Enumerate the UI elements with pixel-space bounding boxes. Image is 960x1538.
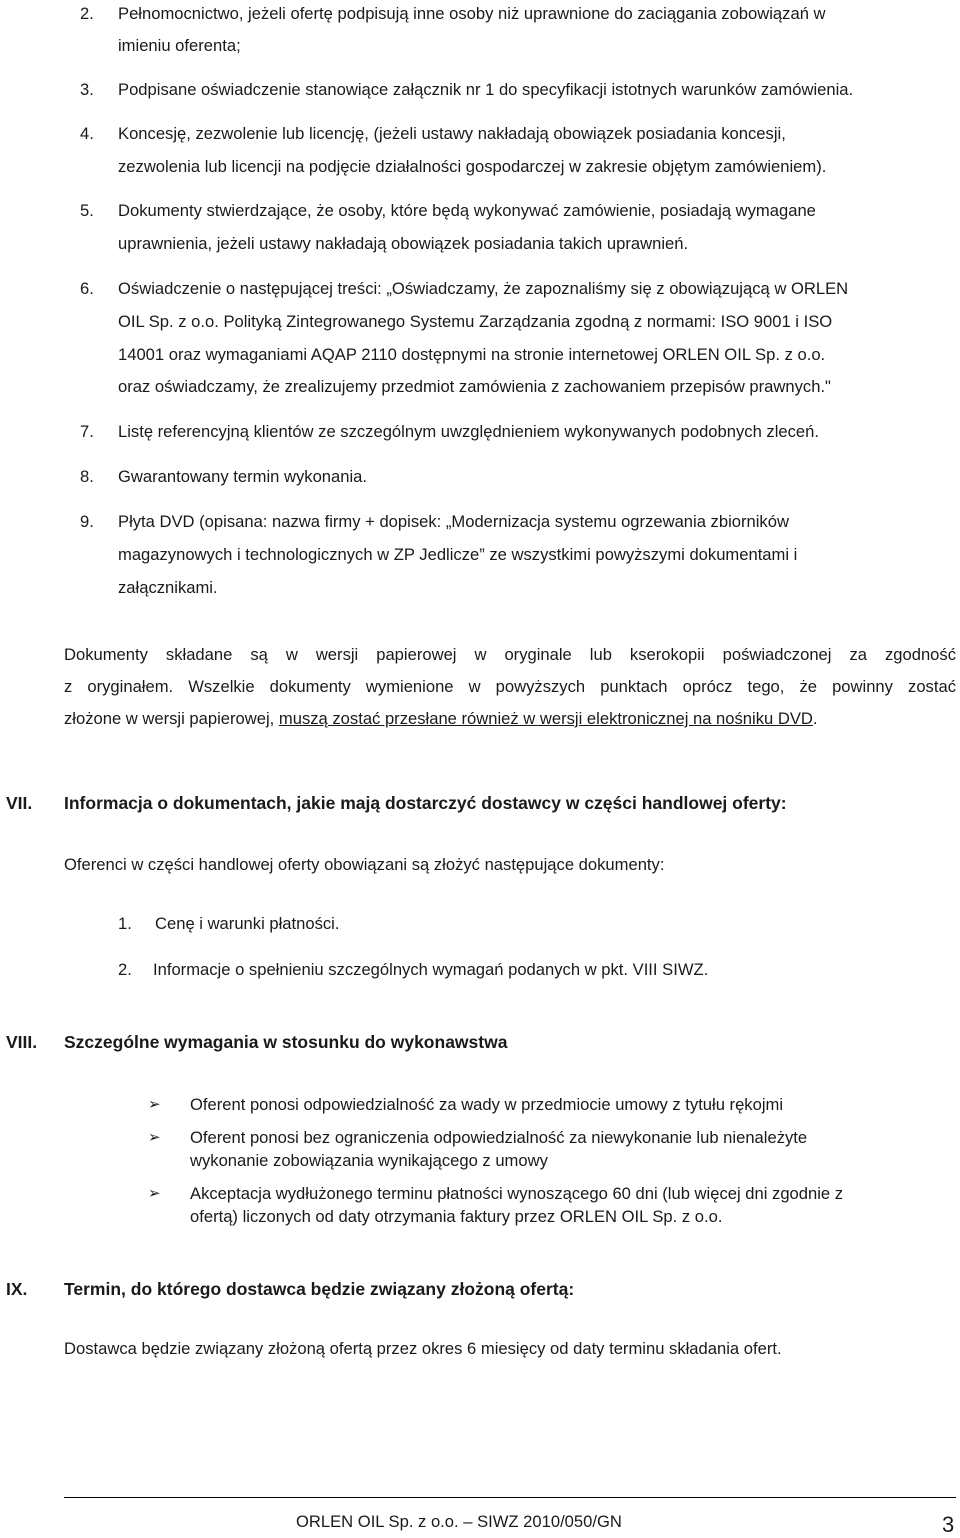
- arrow-bullet-icon: ➢: [148, 1096, 161, 1113]
- item-text-line: zezwolenia lub licencji na podjęcie działalności gospodarczej w zakresie objętym zamówieniem).: [118, 157, 827, 176]
- footer-text: ORLEN OIL Sp. z o.o. – SIWZ 2010/050/GN: [296, 1512, 622, 1531]
- paragraph-line: [64, 709, 956, 729]
- bullet-text-line: Oferent ponosi bez ograniczenia odpowiedzialność za niewykonanie lub nienależyte: [190, 1128, 808, 1147]
- item-number: 6.: [80, 279, 94, 298]
- item-text-line: Oświadczenie o następującej treści: „Oświadczamy, że zapoznaliśmy się z obowiązującą w ORLEN: [118, 279, 849, 298]
- item-text-line: Gwarantowany termin wykonania.: [118, 467, 368, 486]
- section-number: IX.: [6, 1279, 28, 1299]
- bullet-text-line: wykonanie zobowiązania wynikającego z umowy: [190, 1151, 548, 1170]
- item-text-line: OIL Sp. z o.o. Polityką Zintegrowanego Systemu Zarządzania zgodną z normami: ISO 9001 i ISO: [118, 312, 833, 331]
- item-text-line: Płyta DVD (opisana: nazwa firmy + dopisek: „Modernizacja systemu ogrzewania zbiorników: [118, 512, 789, 531]
- item-text-line: załącznikami.: [118, 578, 218, 597]
- paragraph-line: z oryginałem. Wszelkie dokumenty wymienione w powyższych punktach oprócz tego, że powinny zostać: [64, 677, 956, 696]
- section-title: Informacja o dokumentach, jakie mają dostarczyć dostawcy w części handlowej oferty:: [64, 793, 787, 813]
- section-number: VIII.: [6, 1032, 38, 1052]
- bullet-text-line: Akceptacja wydłużonego terminu płatności wynoszącego 60 dni (lub więcej dni zgodnie z: [190, 1184, 844, 1203]
- paragraph-text: .: [812, 709, 818, 728]
- section-title: Szczególne wymagania w stosunku do wykonawstwa: [64, 1032, 508, 1052]
- item-number: 9.: [80, 512, 94, 531]
- section-text: Dostawca będzie związany złożoną ofertą przez okres 6 miesięcy od daty terminu składania ofert.: [64, 1339, 782, 1358]
- section-title: Termin, do którego dostawca będzie związany złożoną ofertą:: [64, 1279, 575, 1299]
- item-number: 1.: [118, 914, 132, 933]
- item-text-line: Pełnomocnictwo, jeżeli ofertę podpisują inne osoby niż uprawnione do zaciągania zobowiązań w: [118, 4, 826, 23]
- item-number: 7.: [80, 422, 94, 441]
- bullet-text-line: ofertą) liczonych od daty otrzymania faktury przez ORLEN OIL Sp. z o.o.: [190, 1207, 723, 1226]
- underlined-text: muszą zostać przesłane również w wersji elektronicznej na nośniku DVD: [278, 709, 813, 728]
- arrow-bullet-icon: ➢: [148, 1185, 161, 1202]
- item-text: Informacje o spełnieniu szczególnych wymagań podanych w pkt. VIII SIWZ.: [153, 960, 709, 979]
- section-intro: Oferenci w części handlowej oferty obowiązani są złożyć następujące dokumenty:: [64, 855, 665, 874]
- page-number: 3: [942, 1512, 955, 1537]
- item-text: Cenę i warunki płatności.: [155, 914, 340, 933]
- item-text-line: imieniu oferenta;: [118, 36, 241, 55]
- item-text-line: Dokumenty stwierdzające, że osoby, które będą wykonywać zamówienie, posiadają wymagane: [118, 201, 816, 220]
- arrow-bullet-icon: ➢: [148, 1129, 161, 1146]
- item-text-line: oraz oświadczamy, że zrealizujemy przedmiot zamówienia z zachowaniem przepisów prawnych.": [118, 377, 831, 396]
- item-text-line: Koncesję, zezwolenie lub licencję, (jeżeli ustawy nakładają obowiązek posiadania koncesji,: [118, 124, 786, 143]
- item-number: 2.: [80, 4, 94, 23]
- item-number: 3.: [80, 80, 94, 99]
- item-number: 4.: [80, 124, 94, 143]
- item-text-line: Podpisane oświadczenie stanowiące załącznik nr 1 do specyfikacji istotnych warunków zamówienia.: [118, 80, 854, 99]
- item-text-line: Listę referencyjną klientów ze szczególnym uwzględnieniem wykonywanych podobnych zleceń.: [118, 422, 819, 441]
- item-number: 8.: [80, 467, 94, 486]
- paragraph-text: złożone w wersji papierowej,: [64, 709, 279, 728]
- item-number: 2.: [118, 960, 132, 979]
- item-text-line: 14001 oraz wymaganiami AQAP 2110 dostępnymi na stronie internetowej ORLEN OIL Sp. z o.o.: [118, 345, 826, 364]
- footer-divider: [64, 1497, 956, 1498]
- section-number: VII.: [6, 793, 33, 813]
- item-text-line: uprawnienia, jeżeli ustawy nakładają obowiązek posiadania takich uprawnień.: [118, 234, 689, 253]
- item-number: 5.: [80, 201, 94, 220]
- item-text-line: magazynowych i technologicznych w ZP Jedlicze” ze wszystkimi powyższymi dokumentami i: [118, 545, 798, 564]
- bullet-text-line: Oferent ponosi odpowiedzialność za wady w przedmiocie umowy z tytułu rękojmi: [190, 1095, 784, 1114]
- paragraph-line: Dokumenty składane są w wersji papierowej w oryginale lub kserokopii poświadczonej za zgodność: [64, 645, 956, 664]
